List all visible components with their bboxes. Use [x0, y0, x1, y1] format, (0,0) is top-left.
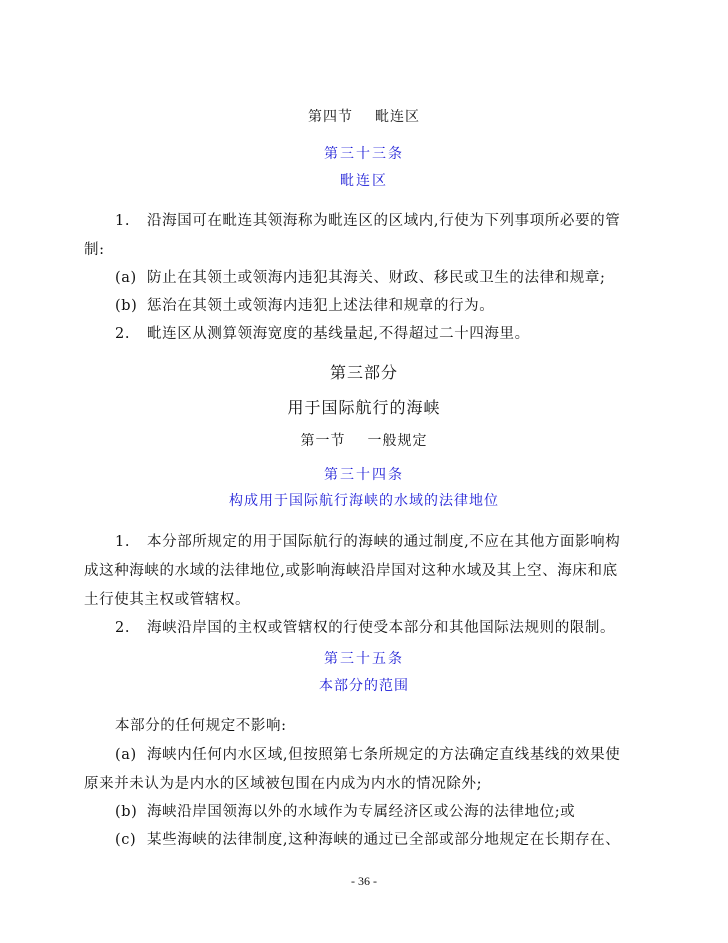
paragraph-number: 2. [115, 620, 131, 636]
article-35-item-a-line-2: 原来并未认为是内水的区域被包围在内成为内水的情况除外; [84, 776, 483, 792]
paragraph-number: 1. [115, 213, 131, 229]
article-35-number: 第三十五条 [324, 651, 404, 667]
article-35-item-c [115, 828, 620, 849]
section-4-title: 毗连区 [375, 109, 420, 125]
article-35-item-b [115, 800, 575, 821]
article-33-title: 毗连区 [340, 173, 388, 189]
paragraph-text: 沿海国可在毗连其领海称为毗连区的区域内,行使为下列事项所必要的管 [147, 213, 621, 229]
section-heading-1 [0, 430, 728, 450]
item-text: 海峡沿岸国领海以外的水域作为专属经济区或公海的法律地位;或 [147, 804, 576, 820]
article-33-paragraph-1-line-1 [115, 209, 620, 230]
part-3-title: 第三部分 [329, 363, 398, 382]
item-label: (a) [115, 270, 137, 286]
section-1-prefix: 第一节 [300, 433, 346, 449]
article-33-number: 第三十三条 [324, 146, 404, 162]
article-33-item-a [115, 266, 605, 287]
section-4-prefix: 第四节 [308, 109, 353, 125]
paragraph-number: 2. [115, 326, 131, 342]
article-34-paragraph-1-line-2: 成这种海峡的水域的法律地位,或影响海峡沿岸国对这种水域及其上空、海床和底 [84, 563, 618, 579]
item-label: (b) [115, 804, 138, 820]
article-33-paragraph-1-line-2: 制: [84, 242, 105, 258]
item-label: (b) [115, 298, 138, 314]
article-34-paragraph-1-line-3: 土行使其主权或管辖权。 [84, 592, 251, 608]
item-label: (a) [115, 747, 137, 763]
paragraph-number: 1. [115, 534, 131, 550]
item-text: 某些海峡的法律制度,这种海峡的通过已全部或部分地规定在长期存在、 [147, 832, 621, 848]
section-1-title: 一般规定 [367, 433, 428, 449]
paragraph-text: 本分部所规定的用于国际航行的海峡的通过制度,不应在其他方面影响构 [147, 534, 621, 550]
article-33-item-b [115, 294, 494, 315]
item-label: (c) [115, 832, 137, 848]
article-35-intro: 本部分的任何规定不影响: [115, 718, 287, 734]
part-3-subtitle: 用于国际航行的海峡 [287, 398, 441, 417]
page-number: - 36 - [351, 874, 377, 888]
article-34-title: 构成用于国际航行海峡的水域的法律地位 [229, 493, 499, 509]
article-33-paragraph-2 [115, 322, 530, 343]
article-34-paragraph-2 [115, 616, 615, 637]
article-34-paragraph-1-line-1 [115, 530, 620, 551]
item-text: 海峡内任何内水区域,但按照第七条所规定的方法确定直线基线的效果使 [147, 747, 621, 763]
article-35-item-a-line-1 [115, 743, 620, 764]
article-35-title: 本部分的范围 [319, 678, 409, 694]
item-text: 防止在其领土或领海内违犯其海关、财政、移民或卫生的法律和规章; [147, 270, 606, 286]
item-text: 惩治在其领土或领海内违犯上述法律和规章的行为。 [147, 298, 495, 314]
paragraph-text: 海峡沿岸国的主权或管辖权的行使受本部分和其他国际法规则的限制。 [147, 620, 616, 636]
paragraph-text: 毗连区从测算领海宽度的基线量起,不得超过二十四海里。 [147, 326, 530, 342]
article-34-number: 第三十四条 [324, 467, 404, 483]
section-heading-4 [0, 106, 728, 126]
